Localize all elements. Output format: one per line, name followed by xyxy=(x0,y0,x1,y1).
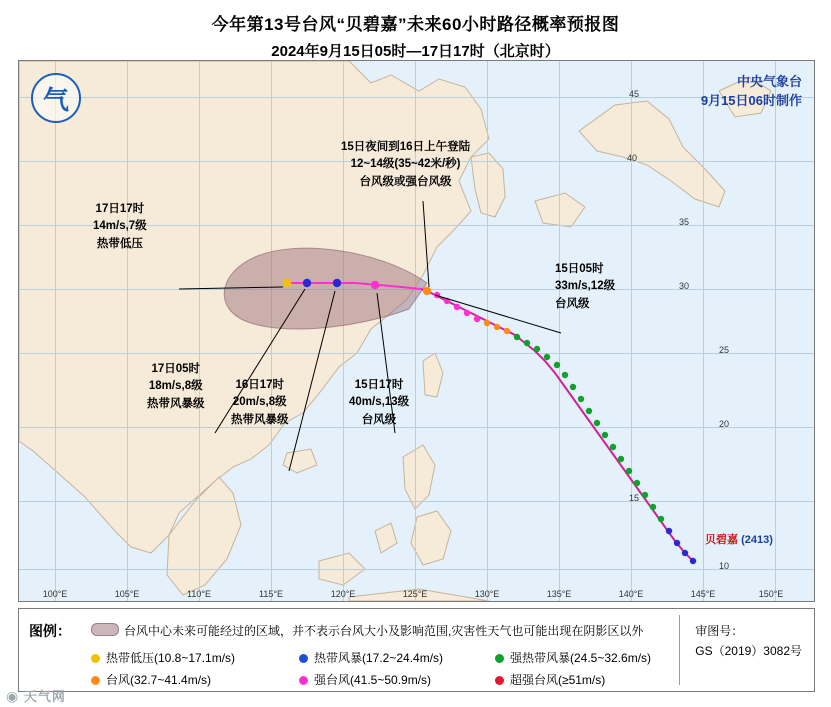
lon-label: 130°E xyxy=(474,589,500,599)
legend-dot-icon xyxy=(299,654,308,663)
lat-label: 15 xyxy=(629,493,640,503)
storm-name-label xyxy=(705,531,773,547)
legend-item-sty xyxy=(299,671,431,688)
callout-line: 15日夜间到16日上午登陆 xyxy=(341,141,471,153)
legend-item-ty xyxy=(91,671,211,688)
agency-name: 中央气象台 xyxy=(736,74,802,89)
callout-line: 台风级 xyxy=(555,297,590,310)
legend-title: 图例： xyxy=(29,623,71,639)
callout-15day05 xyxy=(555,261,615,313)
lat-label: 35 xyxy=(679,217,690,227)
callout-17day17 xyxy=(93,201,147,253)
storm-name-text: 贝碧嘉 xyxy=(705,534,738,546)
lon-label: 150°E xyxy=(758,589,784,599)
lat-label: 40 xyxy=(627,153,638,163)
lon-label: 125°E xyxy=(402,589,428,599)
title-main: 今年第13号台风“贝碧嘉”未来60小时路径概率预报图 xyxy=(211,15,620,34)
callout-line: 15日17时 xyxy=(354,379,404,391)
callout-line: 热带低压 xyxy=(96,237,143,250)
lat-label: 25 xyxy=(719,345,730,355)
callout-line: 15日05时 xyxy=(555,263,604,275)
lon-label: 120°E xyxy=(330,589,356,599)
legend-cone-note xyxy=(91,622,643,639)
title-sub: 2024年9月15日05时—17日17时（北京时） xyxy=(271,43,560,60)
point-17day17 xyxy=(283,279,291,287)
legend-item-label: 强热带风暴(24.5~32.6m/s) xyxy=(510,651,652,665)
legend-dot-icon xyxy=(495,676,504,685)
approval-title: 审图号： xyxy=(695,624,744,638)
callout-line: 17日05时 xyxy=(151,363,201,375)
legend-item-label: 台风(32.7~41.4m/s) xyxy=(106,673,212,687)
agency-issue-time: 9月15日06时制作 xyxy=(700,92,802,108)
callout-leaders xyxy=(179,201,561,471)
lon-label: 110°E xyxy=(187,589,211,599)
legend-item-label: 热带风暴(17.2~24.4m/s) xyxy=(314,651,444,665)
callout-landfall xyxy=(341,139,470,191)
cma-logo: 气 xyxy=(31,73,81,123)
legend-cone-text: 台风中心未来可能经过的区域，并不表示台风大小及影响范围,灾害性天气也可能出现在阴影区以外 xyxy=(124,624,644,638)
callout-line: 40m/s,13级 xyxy=(349,396,410,409)
callout-line: 12~14级(35~42米/秒) xyxy=(350,158,461,171)
callout-line: 热带风暴级 xyxy=(231,413,289,426)
callout-line: 台风级 xyxy=(361,413,397,426)
legend-item-sts xyxy=(495,649,651,666)
callout-line: 33m/s,12级 xyxy=(555,280,616,293)
callout-17day05 xyxy=(147,361,205,413)
callout-line: 台风级或强台风级 xyxy=(359,175,452,188)
callout-line: 18m/s,8级 xyxy=(148,380,203,393)
lat-label: 10 xyxy=(719,561,730,571)
site-watermark xyxy=(6,686,66,705)
legend-dot-icon xyxy=(91,654,100,663)
lon-label: 145°E xyxy=(690,589,716,599)
legend-item-superty xyxy=(495,671,605,688)
lat-label: 30 xyxy=(679,281,690,291)
legend-panel xyxy=(18,608,815,692)
legend-item-td xyxy=(91,649,235,666)
callout-line: 17日17时 xyxy=(95,203,145,215)
legend-item-label: 超强台风(≥51m/s) xyxy=(510,673,606,687)
track-points-observed xyxy=(434,292,696,564)
lon-label: 135°E xyxy=(546,589,572,599)
lat-label: 45 xyxy=(629,89,640,99)
observed-track-line xyxy=(421,289,693,561)
point-15day05 xyxy=(423,287,431,295)
legend-dot-icon xyxy=(299,676,308,685)
probability-cone xyxy=(224,248,427,329)
callout-line: 14m/s,7级 xyxy=(93,220,147,233)
lat-label: 20 xyxy=(719,419,730,429)
lon-label: 105°E xyxy=(114,589,140,599)
watermark-glyph: ◉ xyxy=(6,688,20,704)
legend-dot-icon xyxy=(495,654,504,663)
watermark-text: 天气网 xyxy=(23,689,66,704)
legend-item-label: 热带低压(10.8~17.1m/s) xyxy=(106,651,236,665)
lon-label: 100°E xyxy=(42,589,68,599)
legend-divider xyxy=(679,615,680,685)
lon-label: 140°E xyxy=(618,589,644,599)
cone-swatch xyxy=(91,623,119,636)
callout-15day17 xyxy=(349,377,409,429)
approval-block xyxy=(695,621,802,662)
legend-item-ts xyxy=(299,649,443,666)
callout-line: 16日17时 xyxy=(235,379,285,391)
agency-header xyxy=(701,73,802,111)
callout-16day17 xyxy=(231,377,289,429)
point-16day17 xyxy=(333,279,341,287)
typhoon-track-map[interactable] xyxy=(18,60,815,602)
page-title xyxy=(0,0,831,61)
lon-label: 115°E xyxy=(259,589,283,599)
point-15day17 xyxy=(371,281,379,289)
approval-number: GS（2019）3082号 xyxy=(695,644,802,659)
legend-dot-icon xyxy=(91,676,100,685)
callout-line: 热带风暴级 xyxy=(147,397,205,410)
callout-line: 20m/s,8级 xyxy=(232,396,287,409)
storm-number-text: (2413) xyxy=(741,534,773,546)
point-17day05 xyxy=(303,279,311,287)
legend-item-label: 强台风(41.5~50.9m/s) xyxy=(314,673,432,687)
